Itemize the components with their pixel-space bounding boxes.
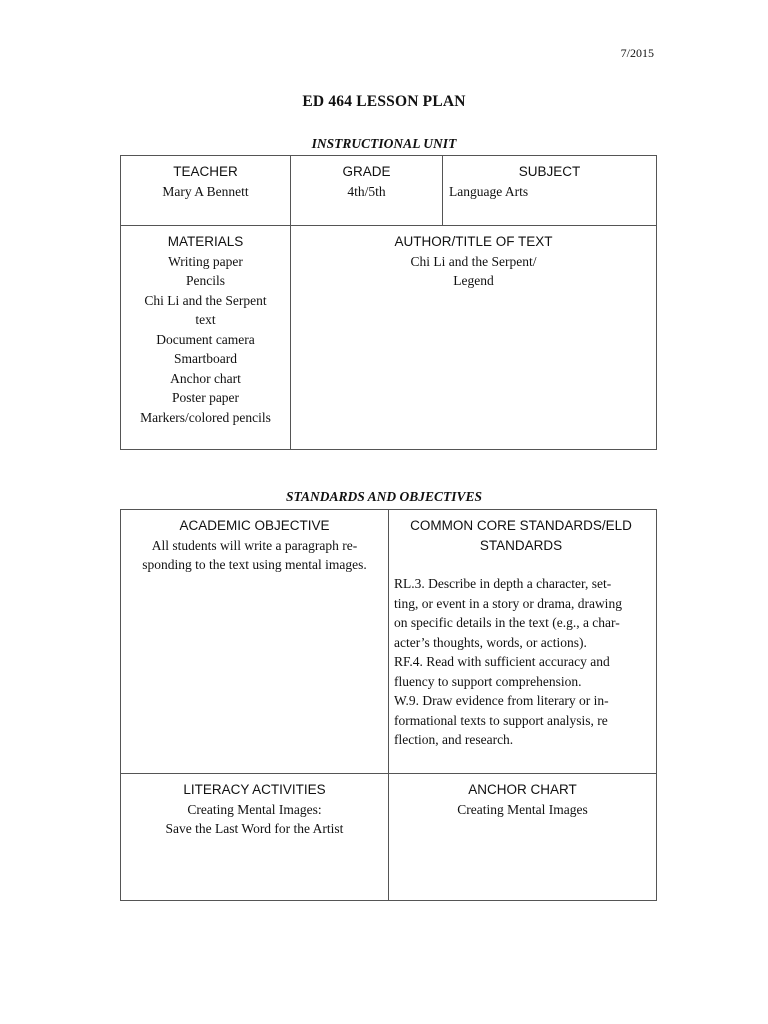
academic-objective-cell [121, 510, 389, 774]
ccss-label: STANDARDS [479, 537, 563, 553]
grade-value: 4th/5th [347, 183, 386, 199]
materials-label: MATERIALS [167, 234, 244, 249]
subject-cell [443, 156, 657, 226]
materials-item: Poster paper [171, 390, 240, 405]
materials-item: text [195, 312, 216, 327]
standards-objectives-heading: STANDARDS AND OBJECTIVES [285, 489, 483, 504]
ccss-text-line: fluency to support comprehension. [394, 673, 582, 689]
materials-item: Document camera [156, 331, 255, 347]
ccss-label: COMMON CORE STANDARDS/ELD [410, 518, 632, 533]
ccss-text-line: W.9. Draw evidence from literary or in- [394, 693, 609, 708]
grade-label: GRADE [342, 164, 391, 179]
instructional-unit-heading: INSTRUCTIONAL UNIT [311, 136, 457, 151]
literacy-activities-label: LITERACY ACTIVITIES [183, 782, 326, 797]
literacy-activities-line: Save the Last Word for the Artist [165, 821, 344, 836]
materials-item: Markers/colored pencils [140, 409, 271, 425]
materials-item: Anchor chart [170, 370, 241, 386]
ccss-text-line: formational texts to support analysis, re [394, 712, 608, 728]
ccss-text-line: RF.4. Read with sufficient accuracy and [394, 654, 610, 669]
subject-value: Language Arts [449, 183, 529, 199]
author-title-line: Legend [453, 273, 494, 288]
ccss-text-line: RL.3. Describe in depth a character, set- [394, 576, 612, 591]
subject-label: SUBJECT [518, 164, 581, 179]
materials-cell [121, 226, 291, 450]
academic-objective-line: sponding to the text using mental images. [142, 557, 367, 572]
materials-item: Chi Li and the Serpent [144, 292, 267, 308]
teacher-cell [121, 156, 291, 226]
materials-item: Writing paper [168, 253, 243, 269]
ccss-cell [389, 510, 657, 774]
instructional-unit-table [120, 155, 657, 450]
anchor-chart-cell [389, 774, 657, 901]
academic-objective-line: All students will write a paragraph re- [151, 537, 358, 553]
author-title-line: Chi Li and the Serpent/ [410, 253, 537, 269]
document-title: ED 464 LESSON PLAN [302, 93, 466, 110]
materials-item: Smartboard [174, 351, 237, 366]
standards-objectives-table [120, 509, 657, 901]
document-date: 7/2015 [620, 46, 654, 60]
literacy-activities-line: Creating Mental Images: [187, 801, 322, 817]
academic-objective-label: ACADEMIC OBJECTIVE [179, 518, 330, 533]
teacher-label: TEACHER [173, 164, 238, 179]
ccss-text-line: flection, and research. [394, 732, 514, 747]
ccss-text-line: acter’s thoughts, words, or actions). [394, 634, 587, 650]
ccss-text-line: on specific details in the text (e.g., a char- [394, 615, 620, 630]
author-title-label: AUTHOR/TITLE OF TEXT [394, 234, 553, 249]
anchor-chart-line: Creating Mental Images [457, 801, 588, 817]
ccss-text-line: ting, or event in a story or drama, drawing [394, 595, 622, 611]
teacher-value: Mary A Bennett [162, 183, 249, 199]
anchor-chart-label: ANCHOR CHART [468, 782, 577, 797]
author-title-cell [291, 226, 657, 450]
grade-cell [291, 156, 443, 226]
literacy-activities-cell [121, 774, 389, 901]
materials-item: Pencils [186, 273, 225, 288]
